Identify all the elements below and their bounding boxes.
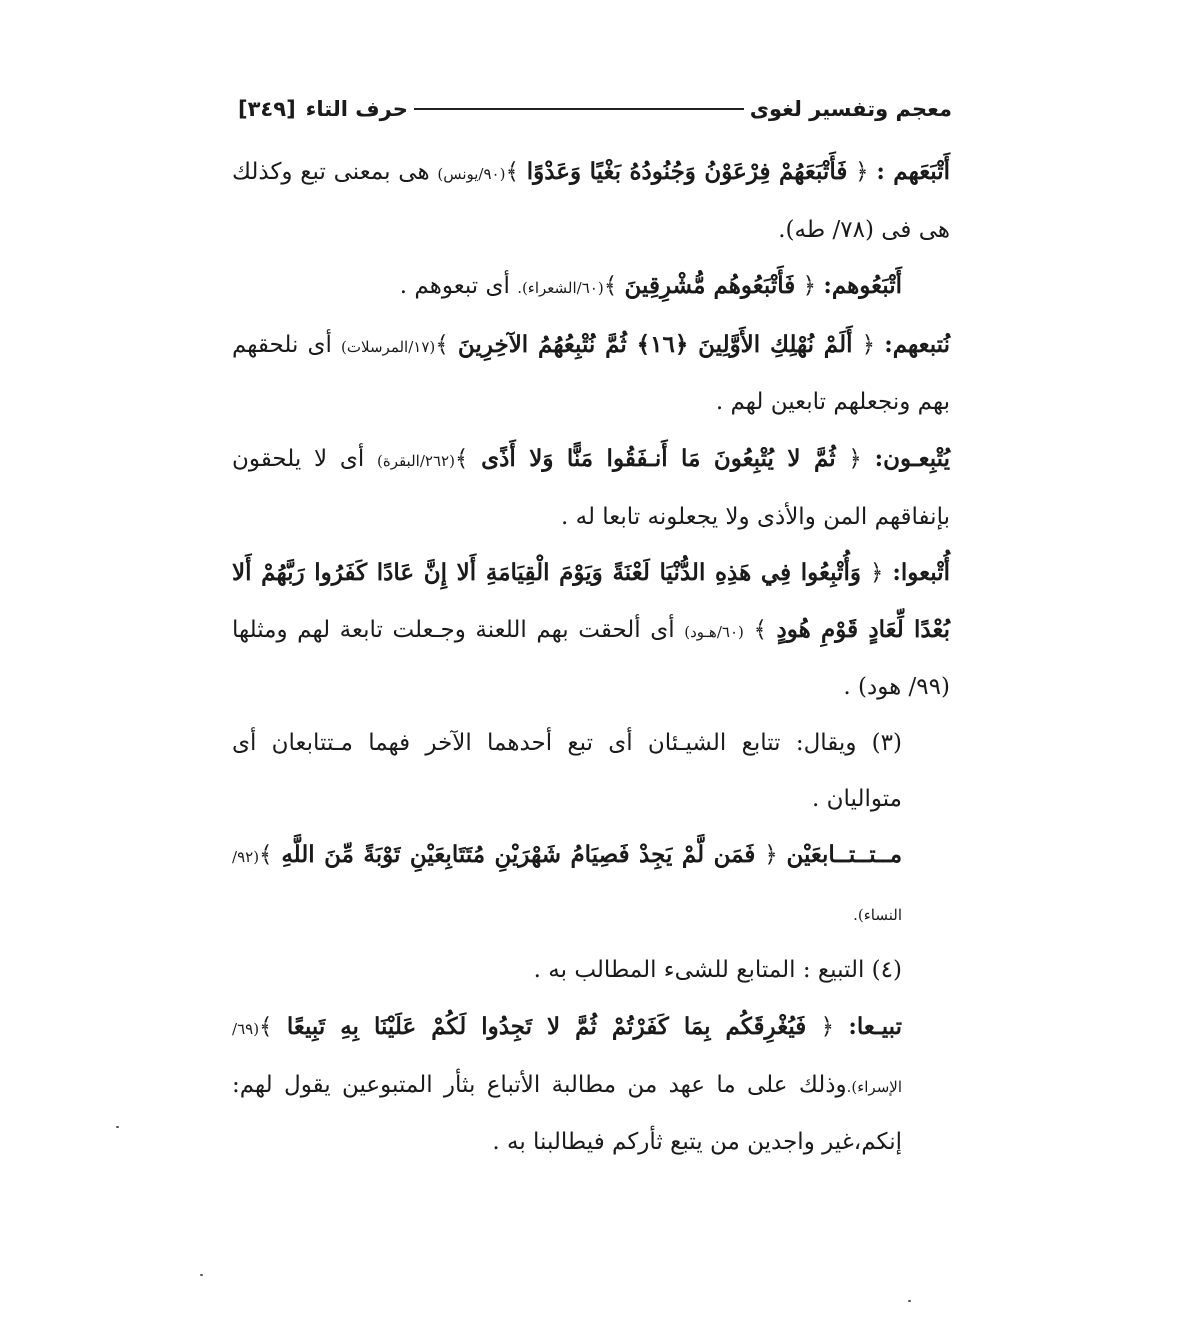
quran-verse: فَأَتْبَعُوهُم مُّشْرِقِينَ bbox=[624, 272, 796, 300]
entry-head: يُتْبِعـون: bbox=[874, 444, 950, 472]
verse-open-bracket: ﴿ bbox=[764, 842, 778, 869]
verse-close-bracket: ﴾ bbox=[259, 842, 273, 869]
entry-explanation: هى بمعنى تبع وكذلك هى فى (٧٨/ طه). bbox=[232, 159, 950, 243]
entry-head: أَتْبَعَهم : bbox=[876, 158, 951, 185]
verse-close-bracket: ﴾ bbox=[603, 273, 618, 300]
entry-explanation: وذلك على ما عهد من مطالبة الأتباع بثأر المتبوعين يقول لهم: إنكم،غير واجدين من يتبع ثأركم فيطالبنا به . bbox=[232, 1071, 902, 1156]
verse-close-bracket: ﴾ bbox=[505, 159, 519, 185]
entry-utbiu bbox=[232, 545, 950, 716]
verse-close-bracket: ﴾ bbox=[753, 616, 767, 643]
scan-speck bbox=[200, 1274, 203, 1276]
paragraph-tabii: (٤) التبيع : المتابع للشىء المطالب به . bbox=[533, 957, 902, 984]
quran-verse: وَأُتْبِعُوا فِي هَذِهِ الدُّنْيَا لَعْنَةً وَيَوْمَ الْقِيَامَةِ أَلا إِنَّ عَادًا كَفَرُوا رَبَّهُمْ أَلا بُعْدًا لِّعَادٍ قَوْمِ هُودٍ bbox=[232, 559, 951, 643]
book-title: معجم وتفسير لغوى bbox=[749, 97, 952, 121]
verse-reference: (٩٠/يونس) bbox=[437, 165, 506, 183]
quran-verse: ثُمَّ لا يُتْبِعُونَ مَا أَنـفَقُوا مَنًّا وَلا أَذًى bbox=[481, 444, 836, 472]
verse-reference: (٦٩/الإسراء). bbox=[232, 1019, 902, 1096]
verse-open-bracket: ﴿ bbox=[855, 159, 869, 185]
quran-verse: فَيُغْرِقَكُم بِمَا كَفَرْتُمْ ثُمَّ لا تَجِدُوا لَكُمْ عَلَيْنَا بِهِ تَبِيعًا bbox=[286, 1012, 807, 1040]
quran-verse: فَمَن لَّمْ يَجِدْ فَصِيَامُ شَهْرَيْنِ مُتَتَابِعَيْنِ تَوْبَةً مِّنَ اللَّهِ bbox=[281, 841, 756, 869]
quran-verse: فَأَتْبَعَهُمْ فِرْعَوْنُ وَجُنُودُهُ بَغْيًا وَعَدْوًا bbox=[526, 158, 848, 185]
page-number: [٣٤٩] bbox=[238, 97, 296, 121]
verse-reference: (٦٠/الشعراء). bbox=[517, 279, 604, 298]
paragraph-tatabaa: (٣) ويقال: تتابع الشيـئان أى تبع أحدهما الآخر فهما مـتتابعان أى متواليان . bbox=[232, 729, 902, 812]
verse-close-bracket: ﴾ bbox=[259, 1013, 273, 1040]
entry-nutbiuhum bbox=[232, 317, 950, 431]
entry-tabia bbox=[232, 999, 950, 1171]
entry-explanation: أى نلحقهم بهم ونجعلهم تابعين لهم . bbox=[232, 331, 950, 416]
entry-head: تبيـعا: bbox=[848, 1012, 903, 1040]
entry-head: مــتــتــابعَيْن bbox=[786, 841, 903, 869]
entry-explanation: أى تبعوهم . bbox=[399, 273, 510, 300]
verse-reference: (٩٢/النساء). bbox=[232, 848, 902, 924]
entry-head: أُتْبعوا: bbox=[892, 559, 951, 587]
entry-atbauhum bbox=[232, 258, 950, 317]
verse-reference: (٢٦٢/البقرة) bbox=[376, 451, 455, 470]
verse-close-bracket: ﴾ bbox=[454, 445, 469, 472]
entry-head: أَتْبَعُوهم: bbox=[823, 272, 902, 300]
entry-explanation: أى ألحقت بهم اللعنة وجـعلت تابعة لهم ومثلها (٩٩/ هود) . bbox=[232, 616, 950, 701]
verse-open-bracket: ﴿ bbox=[861, 331, 876, 358]
entry-mutatabiayn bbox=[232, 827, 950, 943]
verse-open-bracket: ﴿ bbox=[869, 560, 884, 587]
scan-speck bbox=[908, 1300, 911, 1302]
verse-reference: (٦٠/هـود) bbox=[684, 622, 744, 641]
verse-close-bracket: ﴾ bbox=[435, 331, 449, 358]
header-rule bbox=[414, 108, 744, 110]
entry-atbaahum bbox=[232, 144, 950, 258]
body-text bbox=[232, 144, 950, 1171]
verse-open-bracket: ﴿ bbox=[848, 445, 862, 472]
entry-explanation: أى لا يلحقون بإنفاقهم المن والأذى ولا يجعلونه تابعا له . bbox=[232, 445, 950, 530]
verse-open-bracket: ﴿ bbox=[802, 273, 817, 300]
entry-head: نُتبعهم: bbox=[884, 330, 951, 358]
entry-yutbiun bbox=[232, 431, 950, 545]
running-header bbox=[238, 92, 952, 126]
verse-open-bracket: ﴿ bbox=[820, 1013, 835, 1040]
quran-verse: أَلَمْ نُهْلِكِ الأَوَّلِينَ ﴿١٦﴾ ثُمَّ نُتْبِعُهُمُ الآخِرِينَ bbox=[457, 330, 853, 358]
verse-reference: (١٧/المرسلات) bbox=[341, 337, 436, 356]
scan-speck bbox=[116, 1126, 119, 1128]
section-title: حرف التاء bbox=[305, 97, 408, 121]
